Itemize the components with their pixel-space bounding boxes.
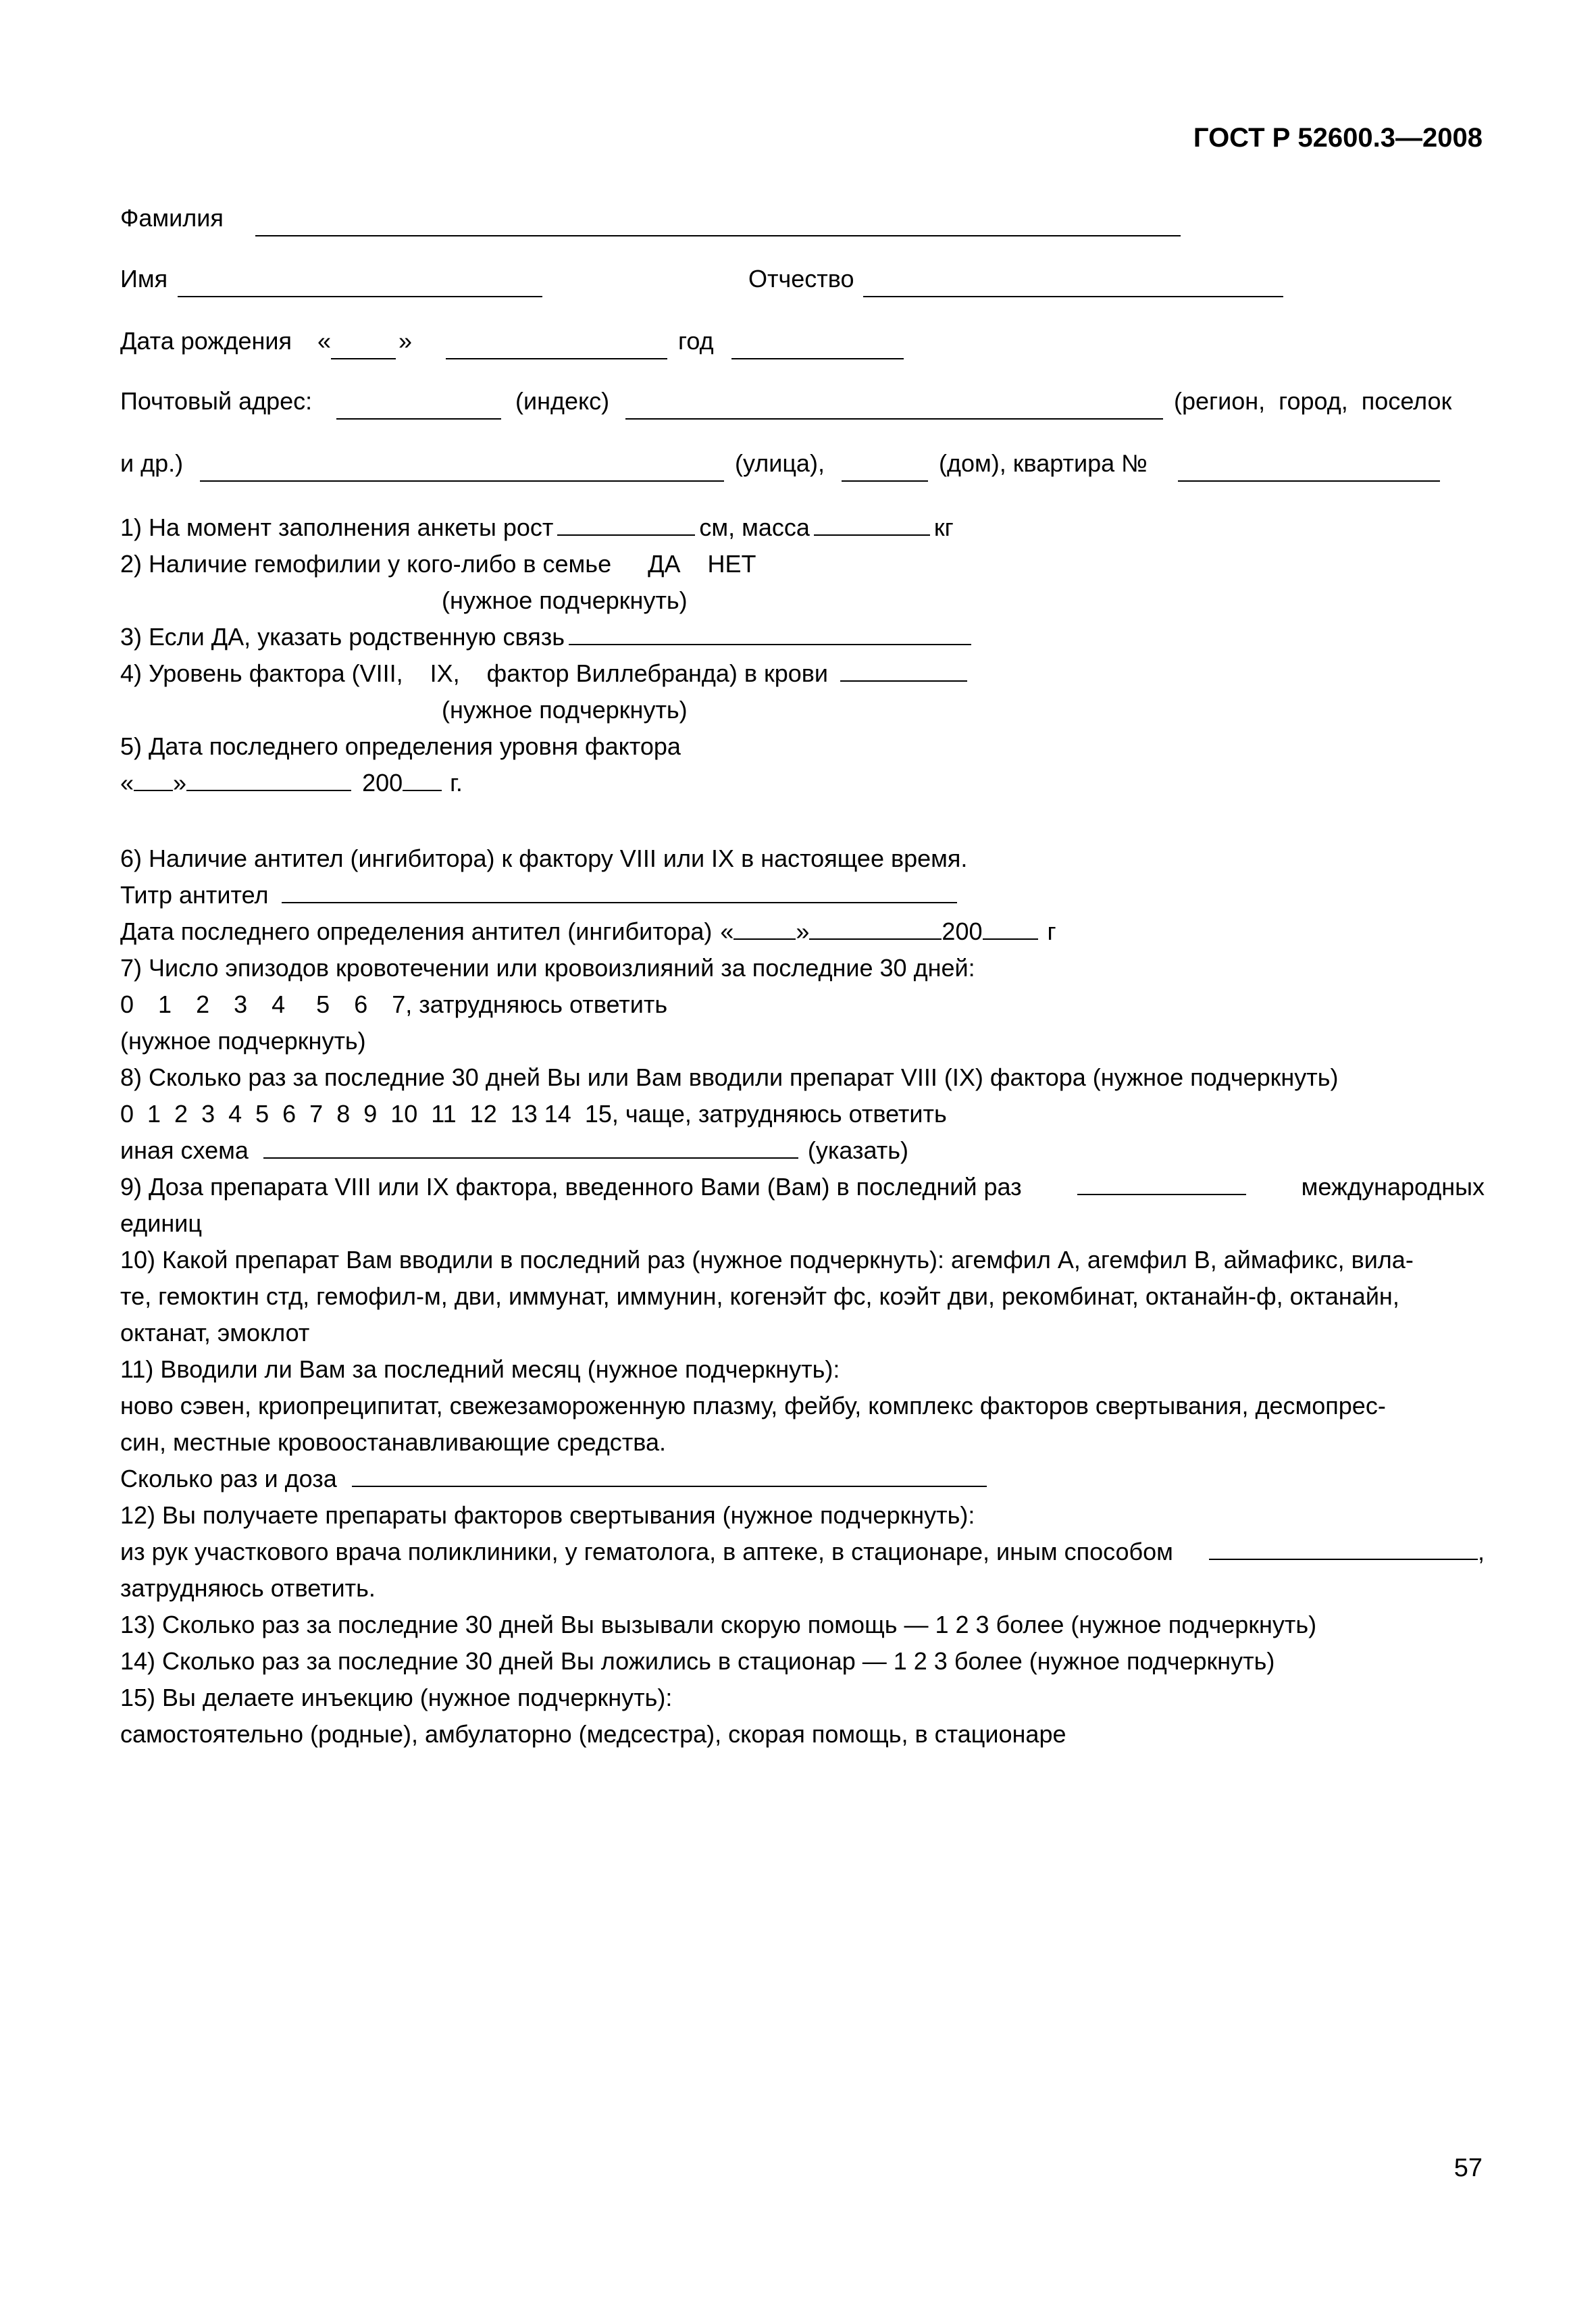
q7-options [120, 986, 1485, 1023]
q12-line-1 [120, 1497, 1485, 1534]
q15-options-text: самостоятельно (родные), амбулаторно (медсестра), скорая помощь, в стационаре [120, 1720, 1066, 1748]
q1-weight-label: см, масса [699, 513, 810, 541]
q8-options [120, 1096, 1485, 1132]
q6-year-suffix: г [1047, 917, 1056, 945]
q12-label: 12) Вы получаете препараты факторов свертывания (нужное подчеркнуть): [120, 1501, 975, 1529]
q11-line-3 [120, 1424, 1485, 1461]
q5-year-suffix: г. [450, 769, 463, 797]
surname-label: Фамилия [120, 204, 224, 232]
q11-line-2: ново сэвен, криопреципитат, свежезамороженную плазму, фейбу, комплекс факторов свертывания, десмопрес- [120, 1392, 1386, 1419]
q7-option-2[interactable]: 2 [196, 990, 210, 1018]
q7-option-4[interactable]: 4 [272, 990, 286, 1018]
q7-option-5[interactable]: 5 [316, 990, 330, 1018]
q12-other-field[interactable] [1209, 1534, 1478, 1560]
quote-open: « [317, 327, 332, 355]
house-label: (дом), квартира № [939, 449, 1148, 477]
q12-line-2 [120, 1534, 1485, 1570]
q10-line-1: 10) Какой препарат Вам вводили в последний раз (нужное подчеркнуть): агемфил А, агемфил В, аймафикс, вила- [120, 1246, 1414, 1274]
q7 [120, 950, 1485, 986]
questions-block-2 [120, 840, 1485, 1753]
q5-date-row [120, 765, 1485, 801]
q6-year-field[interactable] [983, 914, 1038, 940]
q12-line-3 [120, 1570, 1485, 1607]
house-field[interactable] [842, 480, 928, 482]
patronymic-field[interactable] [863, 296, 1283, 297]
birth-month-field[interactable] [446, 358, 667, 359]
q5-year-field[interactable] [403, 765, 442, 791]
q8-label: 8) Сколько раз за последние 30 дней Вы или Вам вводили препарат VIII (IX) фактора (нужное подчеркнуть) [120, 1063, 1339, 1091]
q7-option-0[interactable]: 0 [120, 990, 134, 1018]
q7-option-6[interactable]: 6 [354, 990, 368, 1018]
q10-line-3 [120, 1315, 1485, 1351]
surname-row [120, 204, 1485, 242]
q2-yes-option[interactable]: ДА [648, 550, 681, 578]
q7-option-7[interactable]: 7, затрудняюсь ответить [392, 990, 668, 1018]
region-field[interactable] [625, 418, 1163, 420]
and-other-label: и др.) [120, 449, 184, 477]
q13 [120, 1607, 1485, 1643]
page-number: 57 [1453, 2154, 1483, 2182]
q6-year-prefix: 200 [942, 917, 983, 945]
name-label: Имя [120, 265, 168, 293]
region-label: (регион, город, поселок [1174, 387, 1452, 415]
q5-quote-close: » [173, 769, 187, 797]
q11-dose-label: Сколько раз и доза [120, 1465, 337, 1492]
q1 [120, 509, 1485, 546]
dose-field[interactable] [1077, 1169, 1246, 1195]
q11-label: 11) Вводили ли Вам за последний месяц (нужное подчеркнуть): [120, 1355, 840, 1383]
q15 [120, 1680, 1485, 1716]
q5-month-field[interactable] [186, 765, 351, 791]
patronymic-label: Отчество [748, 265, 854, 293]
q6-date-label: Дата последнего определения антител (ингибитора) [120, 917, 713, 945]
q9 [120, 1169, 1485, 1205]
q4-hint: (нужное подчеркнуть) [442, 696, 688, 724]
q13-text: 13) Сколько раз за последние 30 дней Вы вызывали скорую помощь — 1 2 3 более (нужное подчеркнуть) [120, 1611, 1317, 1638]
q7-option-3[interactable]: 3 [234, 990, 248, 1018]
q12-line-3-text: затрудняюсь ответить. [120, 1574, 376, 1602]
q3-label: 3) Если ДА, указать родственную связь [120, 623, 565, 651]
name-field[interactable] [178, 296, 542, 297]
q11-line-1 [120, 1351, 1485, 1388]
q8-other-row [120, 1132, 1485, 1169]
q12-options: из рук участкового врача поликлиники, у гематолога, в аптеке, в стационаре, иным способом [120, 1538, 1173, 1565]
birth-date-row [120, 327, 1485, 365]
q15-label: 15) Вы делаете инъекцию (нужное подчеркнуть): [120, 1684, 673, 1711]
q14-text: 14) Сколько раз за последние 30 дней Вы ложились в стационар — 1 2 3 более (нужное подчеркнуть) [120, 1647, 1275, 1675]
q11-dose-field[interactable] [352, 1461, 987, 1487]
q8-specify-label: (указать) [807, 1136, 909, 1164]
postal-label: Почтовый адрес: [120, 387, 313, 415]
height-field[interactable] [557, 510, 695, 536]
q2-no-option[interactable]: НЕТ [707, 550, 756, 578]
q5-day-field[interactable] [134, 765, 173, 791]
q15-options [120, 1716, 1485, 1753]
q6-quote-open: « [720, 917, 734, 945]
q5 [120, 728, 1485, 765]
apartment-field[interactable] [1178, 480, 1440, 482]
q14 [120, 1643, 1485, 1680]
q7-option-1[interactable]: 1 [158, 990, 172, 1018]
address-row-2 [120, 449, 1485, 487]
q1-height-label: 1) На момент заполнения анкеты рост [120, 513, 554, 541]
q10-line-2: те, гемоктин стд, гемофил-м, дви, иммунат, иммунин, когенэйт фс, коэйт дви, рекомбинат, октанайн-ф, октанайн, [120, 1282, 1399, 1310]
postal-row [120, 387, 1485, 425]
q2-hint-row [120, 582, 1485, 619]
q2 [120, 546, 1485, 582]
surname-field[interactable] [255, 235, 1181, 236]
q7-label: 7) Число эпизодов кровотечении или кровоизлияний за последние 30 дней: [120, 954, 975, 982]
q5-quote-open: « [120, 769, 134, 797]
q6-titer-label: Титр антител [120, 881, 269, 909]
q9-units-label: международных [1301, 1173, 1485, 1201]
other-schema-field[interactable] [263, 1133, 798, 1159]
questions-block-1 [120, 509, 1485, 801]
q2-label: 2) Наличие гемофилии у кого-либо в семье [120, 550, 612, 578]
street-field[interactable] [200, 480, 724, 482]
q2-hint: (нужное подчеркнуть) [442, 586, 688, 614]
titer-field[interactable] [282, 878, 957, 903]
name-row [120, 265, 1485, 303]
q4-label: 4) Уровень фактора (VIII, [120, 659, 403, 687]
factor-level-field[interactable] [840, 656, 967, 682]
q8 [120, 1059, 1485, 1096]
q6-date-row [120, 913, 1485, 950]
q5-year-prefix: 200 [362, 769, 403, 797]
q6-titer-row [120, 877, 1485, 913]
q9-label: 9) Доза препарата VIII или IX фактора, введенного Вами (Вам) в последний раз [120, 1173, 1022, 1201]
q7-hint: (нужное подчеркнуть) [120, 1027, 366, 1055]
q7-hint-row [120, 1023, 1485, 1059]
q4-vwf-label: фактор Виллебранда) в крови [486, 659, 829, 687]
q10-line-3-text: октанат, эмоклот [120, 1319, 310, 1347]
relation-field[interactable] [569, 620, 971, 645]
q8-options-text[interactable]: 0 1 2 3 4 5 6 7 8 9 10 11 12 13 14 15, чаще, затрудняюсь ответить [120, 1100, 947, 1128]
street-label: (улица), [735, 449, 825, 477]
q4 [120, 655, 1485, 692]
q6-month-field[interactable] [809, 914, 942, 940]
q3 [120, 619, 1485, 655]
year-label: год [678, 327, 714, 355]
q6-quote-close: » [796, 917, 810, 945]
q6-day-field[interactable] [733, 914, 796, 940]
birth-date-label: Дата рождения [120, 327, 292, 355]
index-label: (индекс) [515, 387, 610, 415]
q1-kg-label: кг [933, 513, 954, 541]
q9-row-2 [120, 1205, 1485, 1242]
q9-units-label-2: единиц [120, 1209, 202, 1237]
q4-hint-row [120, 692, 1485, 728]
q12-comma: , [1477, 1538, 1485, 1565]
q4-ix-option[interactable]: IX, [430, 659, 460, 687]
birth-year-field[interactable] [731, 358, 904, 359]
weight-field[interactable] [814, 510, 930, 536]
q8-other-label: иная схема [120, 1136, 249, 1164]
q6 [120, 840, 1485, 877]
birth-day-field[interactable] [331, 358, 396, 359]
document-header: ГОСТ Р 52600.3—2008 [1193, 123, 1483, 153]
index-field[interactable] [336, 418, 501, 420]
q11-line-3-text: син, местные кровоостанавливающие средства. [120, 1428, 666, 1456]
quote-close: » [398, 327, 413, 355]
q11-dose-row [120, 1461, 1485, 1497]
q5-label: 5) Дата последнего определения уровня фактора [120, 732, 681, 760]
q6-label: 6) Наличие антител (ингибитора) к фактору VIII или IX в настоящее время. [120, 845, 968, 872]
